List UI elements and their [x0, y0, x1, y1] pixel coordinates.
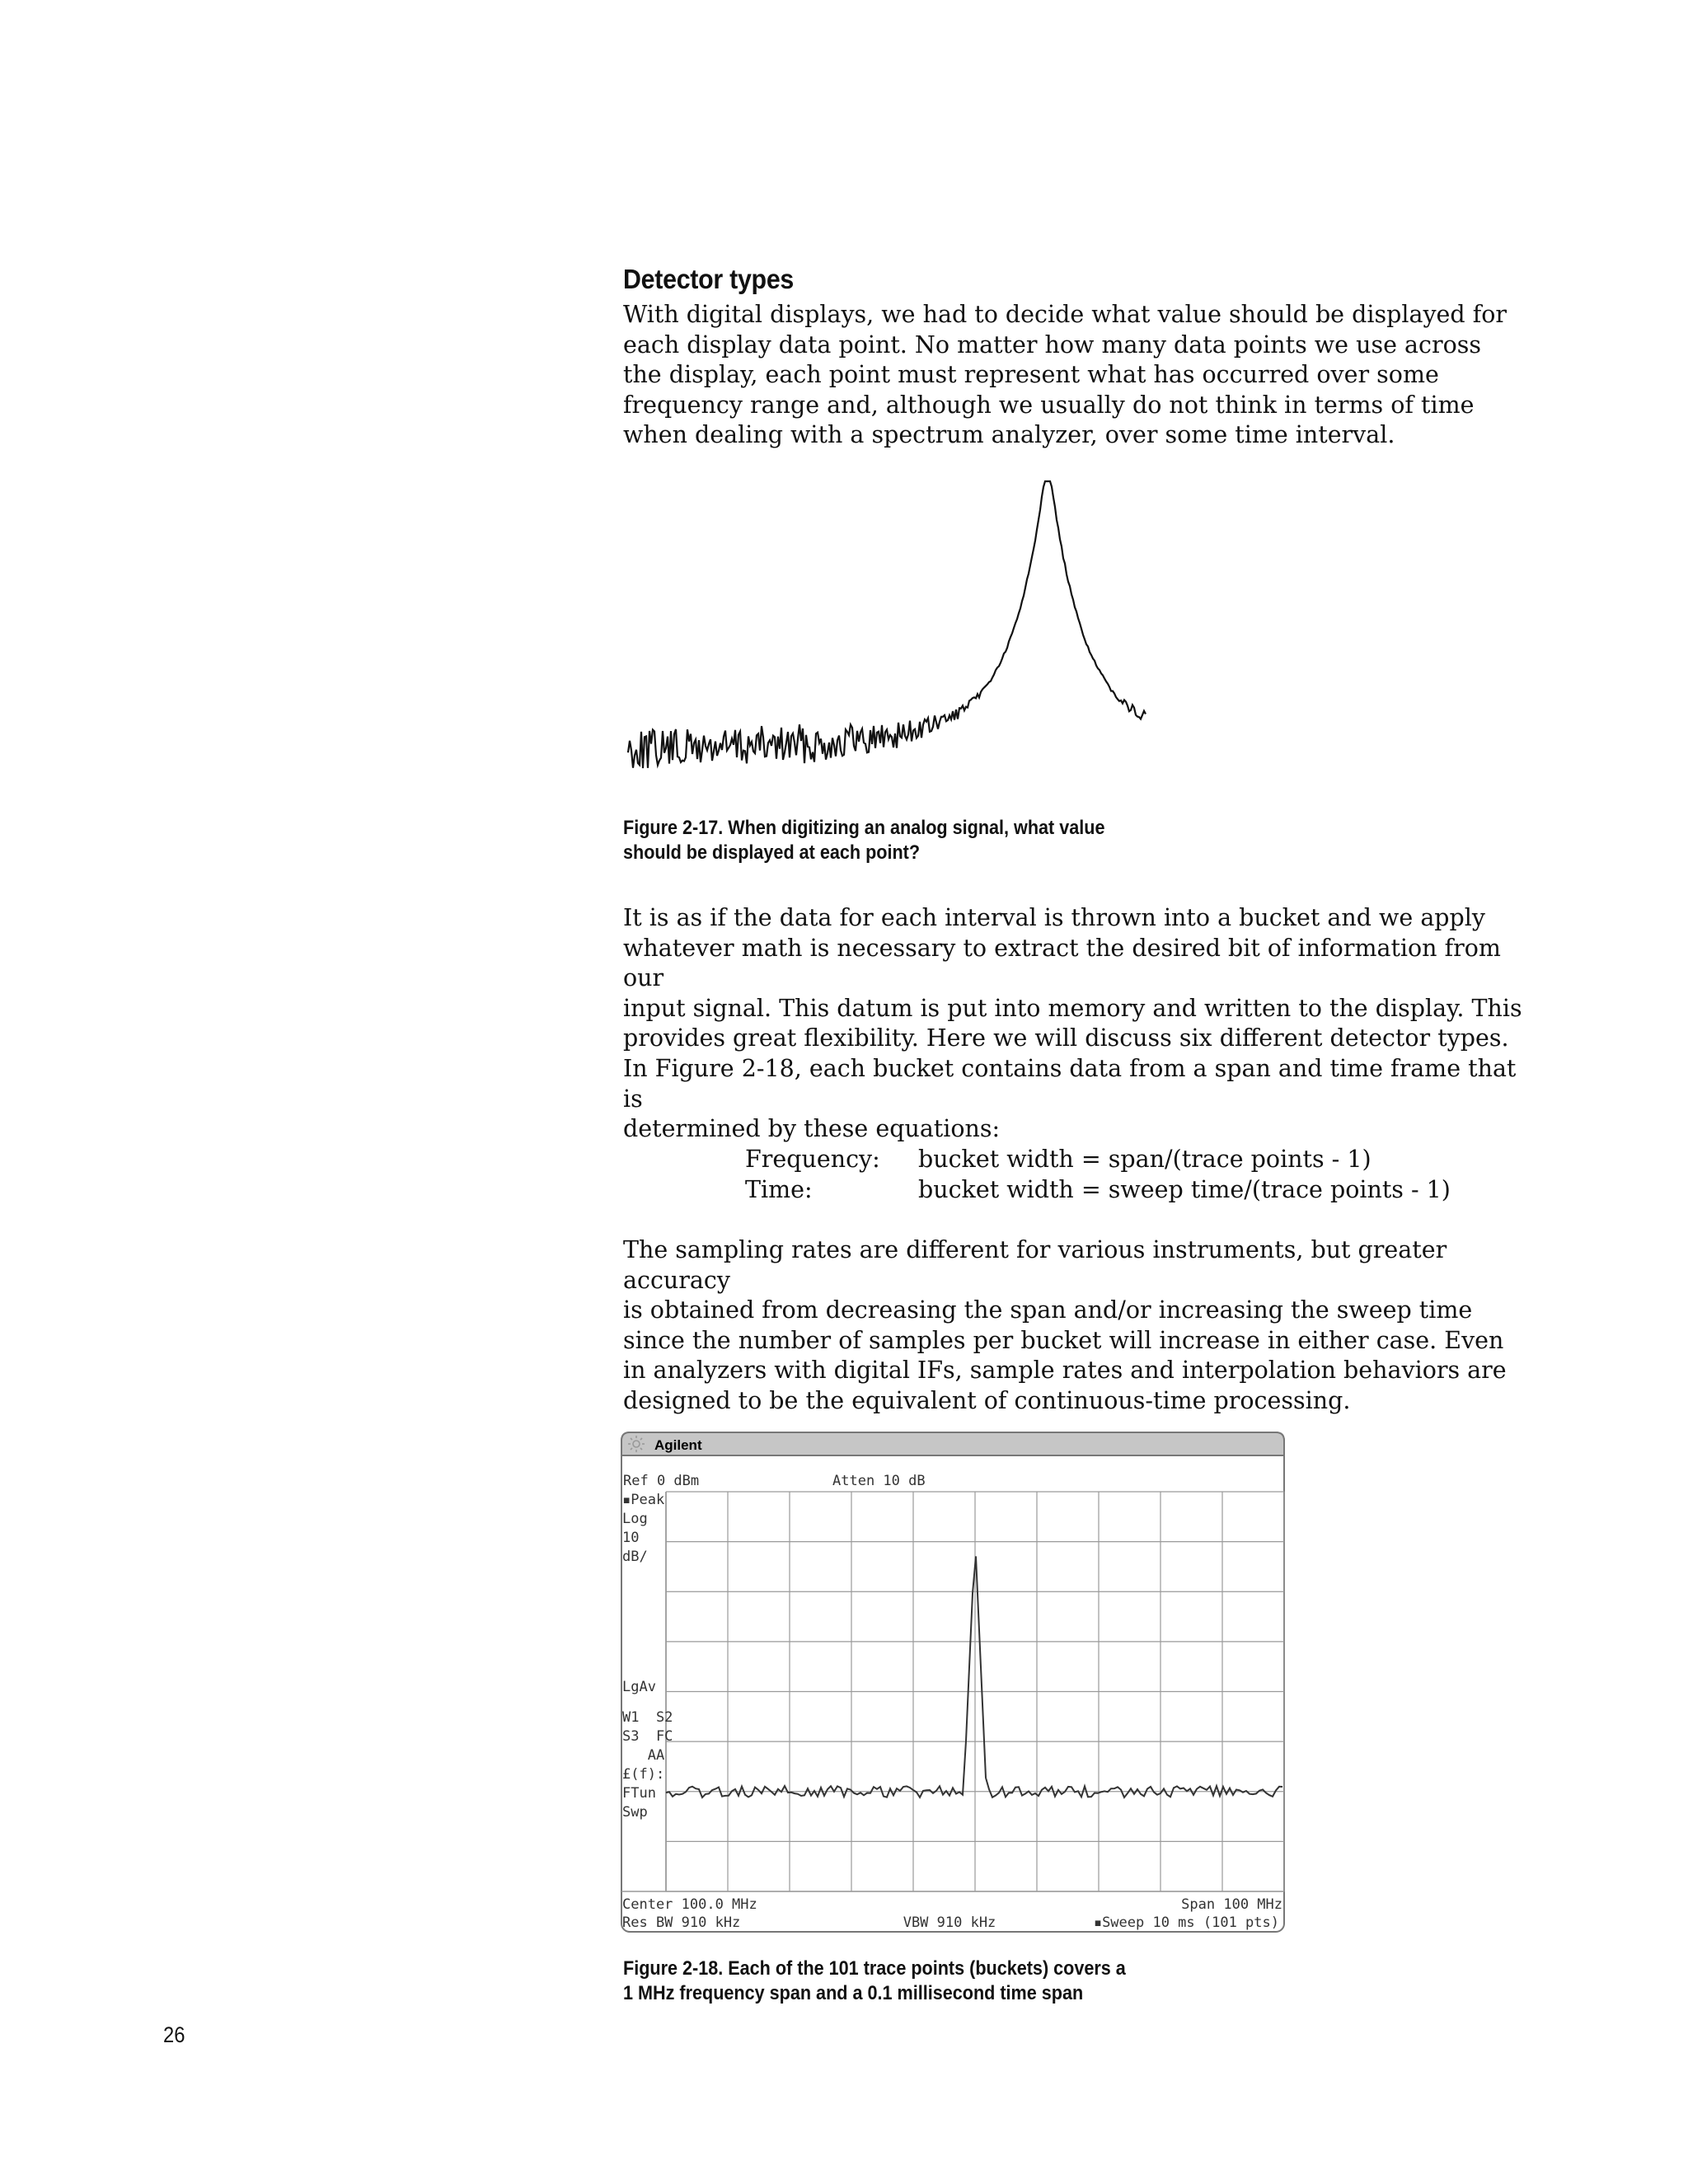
paragraph-line: whatever math is necessary to extract the desired bit of information from our	[623, 934, 1501, 992]
caption-line: Figure 2-17. When digitizing an analog signal, what value	[623, 817, 1105, 839]
paragraph-line: input signal. This datum is put into memory and written to the display. This	[623, 994, 1522, 1022]
function-label: FTun	[622, 1785, 656, 1802]
equation-label: Time:	[745, 1176, 813, 1203]
paragraph-line: designed to be the equivalent of continuous-time processing.	[623, 1386, 1351, 1414]
figure-2-18-analyzer-screen	[620, 1431, 1286, 1935]
paragraph-line: each display data point. No matter how many data points we use across	[623, 330, 1482, 359]
function-label: Swp	[622, 1804, 648, 1821]
equation-formula: bucket width = span/(trace points - 1)	[918, 1146, 1372, 1173]
equation-frequency	[745, 1145, 1372, 1175]
scale-type-label: Log	[622, 1511, 648, 1527]
paragraph-line: frequency range and, although we usually do not think in terms of time	[623, 391, 1475, 419]
res-bw-label: Res BW 910 kHz	[622, 1915, 741, 1931]
trace-status-label: W1 S2	[622, 1709, 673, 1726]
figure-2-17-caption	[623, 816, 1104, 865]
detector-label: ▪Peak	[622, 1492, 665, 1508]
page-number: 26	[163, 2022, 185, 2047]
paragraph-line: The sampling rates are different for various instruments, but greater accuracy	[623, 1236, 1447, 1294]
section-title: Detector types	[623, 264, 795, 294]
paragraph-line: the display, each point must represent what has occurred over some	[623, 361, 1439, 389]
paragraph-line: since the number of samples per bucket will increase in either case. Even	[623, 1326, 1504, 1354]
span-label: Span 100 MHz	[1181, 1896, 1282, 1913]
paragraph-sampling	[623, 1235, 1538, 1417]
function-label: £(f):	[622, 1766, 665, 1783]
vbw-label: VBW 910 kHz	[903, 1915, 996, 1931]
trace-status-label: AA	[622, 1747, 665, 1764]
sweep-label: ▪Sweep 10 ms (101 pts)	[1093, 1915, 1279, 1931]
ref-level-label: Ref 0 dBm	[623, 1473, 700, 1489]
figure-2-17-analog-signal	[623, 470, 1167, 799]
trace-status-label: S3 FC	[622, 1728, 673, 1745]
caption-line: should be displayed at each point?	[623, 841, 921, 864]
equation-label: Frequency:	[745, 1146, 880, 1173]
atten-label: Atten 10 dB	[832, 1473, 926, 1489]
paragraph-intro	[623, 300, 1538, 451]
paragraph-line: when dealing with a spectrum analyzer, over some time interval.	[623, 421, 1395, 449]
paragraph-line: It is as if the data for each interval is thrown into a bucket and we apply	[623, 904, 1486, 931]
scale-value-label: 10	[622, 1530, 640, 1546]
screen-frame	[621, 1432, 1284, 1932]
paragraph-line: determined by these equations:	[623, 1115, 1001, 1143]
brand-label: Agilent	[654, 1437, 702, 1453]
paragraph-line: is obtained from decreasing the span and/or increasing the sweep time	[623, 1296, 1473, 1324]
center-frequency-label: Center 100.0 MHz	[622, 1896, 757, 1913]
equation-time	[745, 1175, 1451, 1206]
paragraph-line: In Figure 2-18, each bucket contains data from a span and time frame that is	[623, 1055, 1517, 1113]
figure-2-18-caption	[623, 1957, 1126, 2006]
caption-line: 1 MHz frequency span and a 0.1 millisecond time span	[623, 1982, 1084, 2004]
equation-formula: bucket width = sweep time/(trace points - 1)	[918, 1176, 1451, 1203]
paragraph-line: in analyzers with digital IFs, sample rates and interpolation behaviors are	[623, 1357, 1507, 1385]
paragraph-bucket	[623, 903, 1538, 1054]
paragraph-line: With digital displays, we had to decide what value should be displayed for	[623, 301, 1507, 328]
average-label: LgAv	[622, 1679, 656, 1695]
scale-unit-label: dB/	[622, 1549, 648, 1565]
analog-signal-trace	[628, 481, 1146, 768]
paragraph-line: provides great flexibility. Here we will discuss six different detector types.	[623, 1024, 1509, 1052]
caption-line: Figure 2-18. Each of the 101 trace points (buckets) covers a	[623, 1957, 1126, 1980]
title-bar	[621, 1432, 1284, 1455]
paragraph-equations-intro	[623, 1054, 1538, 1145]
